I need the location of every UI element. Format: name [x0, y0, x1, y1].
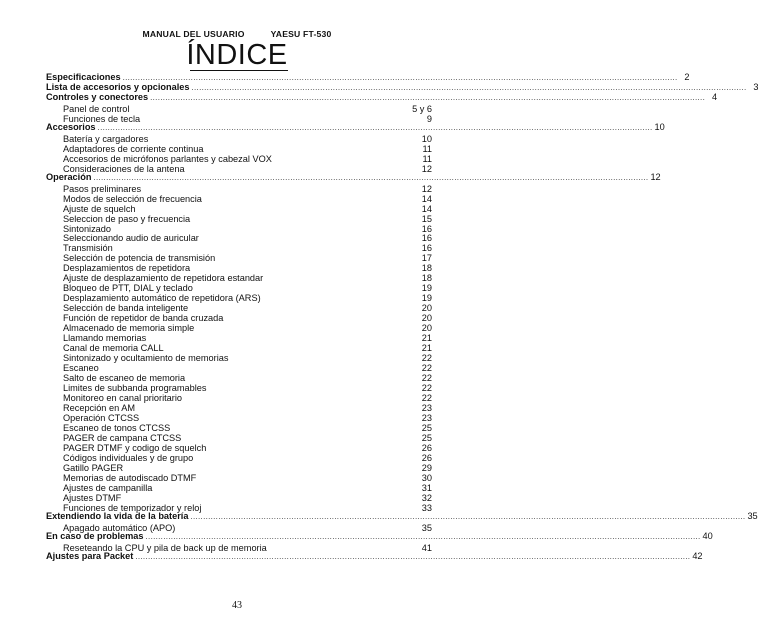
toc-entry-label: Recepción en AM [63, 402, 136, 413]
toc-section-row [46, 121, 665, 132]
toc-entry-label: Accesorios [46, 121, 96, 132]
table-of-contents [46, 72, 758, 561]
toc-entry-page: 12 [421, 163, 432, 174]
toc-section-row [46, 510, 758, 521]
leader-space [209, 381, 420, 391]
dot-leader: ............................................................................................................................................................................................................................ [191, 82, 747, 92]
toc-subsection-row [46, 212, 432, 222]
toc-section-row [46, 81, 758, 92]
leader-space [205, 142, 420, 152]
toc-entry-page: 29 [421, 462, 432, 473]
toc-entry-label: Salto de escaneo de memoria [63, 373, 186, 384]
toc-entry-page: 30 [421, 472, 432, 483]
leader-space [269, 541, 420, 551]
toc-entry-label: Adaptadores de corriente continua [63, 143, 204, 154]
toc-entry-page: 20 [421, 303, 432, 314]
dot-leader: ............................................................................................................................................................................................................................ [145, 531, 701, 541]
toc-entry-label: Seleccion de paso y frecuencia [63, 213, 191, 224]
toc-subsection-row [46, 481, 432, 491]
toc-subsection-row [46, 501, 432, 511]
dot-leader: ............................................................................................................................................................................................................................ [93, 172, 649, 182]
toc-entry-page: 31 [421, 482, 432, 493]
toc-subsection-row [46, 142, 432, 152]
toc-subsection-row [46, 291, 432, 304]
toc-subsection-row [46, 341, 432, 354]
dot-leader: ............................................................................................................................................................................................................................ [150, 92, 706, 102]
toc-entry-page: 17 [421, 253, 432, 264]
leader-space [230, 351, 419, 361]
toc-subsection-row [46, 411, 432, 421]
page-number: 43 [232, 600, 242, 611]
toc-subsection-row [46, 152, 432, 162]
toc-subsection-row [46, 112, 432, 122]
toc-subsection-row [46, 232, 432, 242]
toc-entry-label: Pasos preliminares [63, 183, 142, 194]
toc-entry-label: Desplazamiento automático de repetidora (ARS) [63, 293, 261, 304]
toc-entry-label: Accesorios de micrófonos parlantes y cabezal VOX [63, 153, 272, 164]
toc-subsection-row [46, 421, 432, 431]
leader-space [172, 421, 420, 431]
manual-title: MANUAL DEL USUARIO [142, 29, 245, 39]
toc-entry-page: 22 [421, 383, 432, 393]
toc-subsection-row [46, 222, 432, 232]
toc-entry-page: 26 [421, 452, 432, 463]
radio-model: YAESU FT-530 [270, 29, 332, 39]
toc-entry-label: Monitoreo en canal prioritario [63, 392, 182, 403]
dot-leader: ............................................................................................................................................................................................................................ [135, 551, 691, 561]
toc-entry-page: 22 [421, 392, 432, 403]
toc-entry-label: Batería y cargadores [63, 133, 149, 144]
toc-subsection-row [46, 251, 432, 264]
toc-entry-page: 4 [711, 91, 718, 102]
toc-entry-label: Memorias de autodiscado DTMF [63, 472, 197, 483]
toc-entry-page: 9 [426, 113, 432, 124]
toc-entry-page: 11 [422, 143, 432, 154]
leader-space [187, 371, 420, 381]
toc-entry-page: 21 [421, 343, 432, 354]
leader-space [192, 212, 420, 222]
toc-entry-page: 35 [421, 522, 432, 533]
toc-entry-page: 19 [421, 283, 432, 294]
leader-space [115, 241, 420, 251]
toc-section-row [46, 550, 703, 561]
toc-subsection-row [46, 261, 432, 274]
leader-space [138, 202, 420, 212]
toc-entry-page: 10 [421, 133, 432, 144]
toc-entry-page: 23 [421, 402, 432, 413]
toc-entry-label: Operación [46, 171, 92, 182]
toc-section-row [46, 530, 713, 541]
toc-entry-page: 33 [421, 502, 432, 513]
leader-space [177, 521, 419, 531]
toc-entry-label: Controles y conectores [46, 91, 149, 102]
toc-entry-label: Selección de potencia de transmisión [63, 253, 216, 264]
toc-subsection-row [46, 321, 432, 334]
toc-subsection-row [46, 132, 432, 142]
toc-subsection-row [46, 202, 432, 212]
toc-subsection-row [46, 102, 432, 112]
toc-entry-page: 16 [421, 223, 432, 234]
toc-subsection-row [46, 471, 432, 481]
toc-entry-page: 25 [421, 432, 432, 443]
toc-subsection-row [46, 271, 432, 284]
toc-subsection-row [46, 371, 432, 384]
leader-space [125, 461, 420, 471]
toc-section-row [46, 72, 690, 82]
leader-space [101, 361, 420, 371]
toc-subsection-row [46, 331, 432, 344]
toc-entry-label: Gatillo PAGER [63, 462, 124, 473]
toc-entry-page: 3 [753, 81, 758, 92]
toc-entry-label: Códigos individuales y de grupo [63, 452, 194, 463]
leader-space [148, 331, 420, 341]
leader-space [208, 441, 419, 451]
toc-entry-label: Limites de subbanda programables [63, 383, 207, 393]
leader-space [196, 321, 420, 331]
toc-entry-label: Ajustes DTMF [63, 492, 122, 503]
toc-entry-page: 2 [684, 72, 690, 82]
toc-entry-page: 19 [421, 293, 432, 304]
toc-entry-page: 10 [654, 121, 665, 132]
toc-subsection-row [46, 521, 432, 531]
toc-entry-label: Modos de selección de frecuencia [63, 193, 202, 204]
toc-subsection-row [46, 391, 432, 401]
toc-entry-label: Ajuste de squelch [63, 203, 136, 214]
toc-entry-label: Desplazamientos de repetidora [63, 263, 191, 274]
toc-subsection-row [46, 381, 432, 391]
toc-entry-page: 18 [421, 263, 432, 274]
leader-space [166, 341, 420, 351]
toc-entry-page: 22 [421, 363, 432, 374]
dot-leader: ............................................................................................................................................................................................................................ [190, 511, 746, 521]
toc-entry-page: 21 [421, 333, 432, 344]
leader-space [190, 301, 420, 311]
leader-space [201, 232, 420, 242]
toc-entry-label: Extendiendo la vida de la batería [46, 510, 189, 521]
toc-subsection-row [46, 241, 432, 254]
leader-space [143, 182, 420, 192]
leader-space [123, 491, 420, 501]
toc-entry-label: Especificaciones [46, 72, 121, 82]
toc-subsection-row [46, 441, 432, 451]
toc-entry-page: 14 [421, 193, 432, 204]
toc-entry-label: Consideraciones de la antena [63, 163, 185, 174]
toc-subsection-row [46, 281, 432, 294]
toc-entry-label: Canal de memoria CALL [63, 343, 164, 354]
toc-section-row [46, 91, 718, 102]
toc-entry-label: Lista de accesorios y opcionales [46, 81, 190, 92]
toc-entry-label: Ajuste de desplazamiento de repetidora estandar [63, 273, 264, 284]
toc-entry-label: Selección de banda inteligente [63, 303, 189, 314]
toc-entry-page: 25 [421, 422, 432, 433]
toc-subsection-row [46, 461, 432, 471]
toc-entry-label: Función de repetidor de banda cruzada [63, 313, 224, 324]
toc-subsection-row [46, 182, 432, 192]
leader-space [187, 162, 420, 172]
toc-entry-page: 16 [421, 243, 432, 254]
toc-entry-page: 16 [421, 233, 432, 244]
leader-space [192, 261, 420, 271]
toc-entry-page: 11 [422, 153, 432, 164]
leader-space [217, 251, 420, 261]
toc-entry-label: PAGER DTMF y codigo de squelch [63, 442, 207, 453]
toc-subsection-row [46, 541, 432, 551]
toc-entry-page: 20 [421, 313, 432, 324]
toc-entry-label: Reseteando la CPU y pila de back up de memoria [63, 542, 267, 553]
toc-entry-label: Seleccionando audio de auricular [63, 233, 199, 244]
toc-entry-page: 32 [421, 492, 432, 503]
toc-entry-page: 23 [421, 412, 432, 423]
toc-entry-page: 12 [650, 171, 661, 182]
toc-entry-label: Sintonizado y ocultamiento de memorias [63, 353, 229, 364]
toc-entry-label: Panel de control [63, 103, 130, 114]
leader-space [131, 102, 410, 112]
leader-space [204, 192, 420, 202]
leader-space [263, 291, 420, 301]
toc-subsection-row [46, 491, 432, 501]
toc-entry-label: Apagado automático (APO) [63, 522, 176, 533]
toc-entry-label: Operación CTCSS [63, 412, 140, 423]
leader-space [274, 152, 420, 162]
leader-space [150, 132, 419, 142]
toc-subsection-row [46, 401, 432, 411]
toc-entry-page: 42 [692, 550, 703, 561]
toc-entry-label: Ajustes de campanilla [63, 482, 153, 493]
toc-subsection-row [46, 192, 432, 202]
toc-entry-page: 5 y 6 [412, 103, 432, 114]
toc-entry-label: En caso de problemas [46, 530, 144, 541]
toc-entry-label: Sintonizado [63, 223, 112, 234]
toc-entry-label: Almacenado de memoria simple [63, 323, 195, 334]
toc-entry-page: 20 [421, 323, 432, 334]
leader-space [203, 501, 419, 511]
toc-entry-label: Llamando memorias [63, 333, 147, 344]
toc-entry-label: PAGER de campana CTCSS [63, 432, 182, 443]
leader-space [183, 431, 419, 441]
leader-space [195, 451, 420, 461]
toc-subsection-row [46, 451, 432, 461]
toc-entry-label: Funciones de temporizador y reloj [63, 502, 202, 513]
toc-entry-page: 35 [747, 510, 758, 521]
leader-space [142, 112, 420, 122]
toc-entry-page: 41 [421, 542, 432, 553]
leader-space [184, 391, 420, 401]
toc-subsection-row [46, 351, 432, 364]
toc-entry-label: Escaneo de tonos CTCSS [63, 422, 171, 433]
leader-space [198, 471, 419, 481]
dot-leader: ............................................................................................................................................................................................................................ [122, 73, 678, 82]
toc-entry-label: Transmisión [63, 243, 113, 254]
toc-entry-page: 22 [421, 353, 432, 364]
toc-entry-page: 26 [421, 442, 432, 453]
toc-subsection-row [46, 431, 432, 441]
toc-entry-page: 14 [421, 203, 432, 214]
leader-space [113, 222, 420, 232]
toc-subsection-row [46, 361, 432, 374]
toc-section-row [46, 171, 661, 182]
leader-space [137, 401, 420, 411]
toc-entry-page: 40 [702, 530, 713, 541]
toc-entry-label: Ajustes para Packet [46, 550, 134, 561]
toc-entry-page: 22 [421, 373, 432, 384]
leader-space [154, 481, 419, 491]
toc-entry-page: 15 [421, 213, 432, 224]
toc-subsection-row [46, 311, 432, 324]
toc-subsection-row [46, 162, 432, 172]
toc-entry-label: Escaneo [63, 363, 99, 374]
dot-leader: ............................................................................................................................................................................................................................ [97, 122, 653, 132]
toc-subsection-row [46, 301, 432, 314]
toc-entry-page: 18 [421, 273, 432, 284]
page-title: ÍNDICE [186, 39, 288, 71]
leader-space [225, 311, 419, 321]
toc-entry-page: 12 [421, 183, 432, 194]
leader-space [141, 411, 420, 421]
leader-space [195, 281, 420, 291]
toc-entry-label: Bloqueo de PTT, DIAL y teclado [63, 283, 193, 294]
leader-space [265, 271, 420, 281]
toc-entry-label: Funciones de tecla [63, 113, 141, 124]
